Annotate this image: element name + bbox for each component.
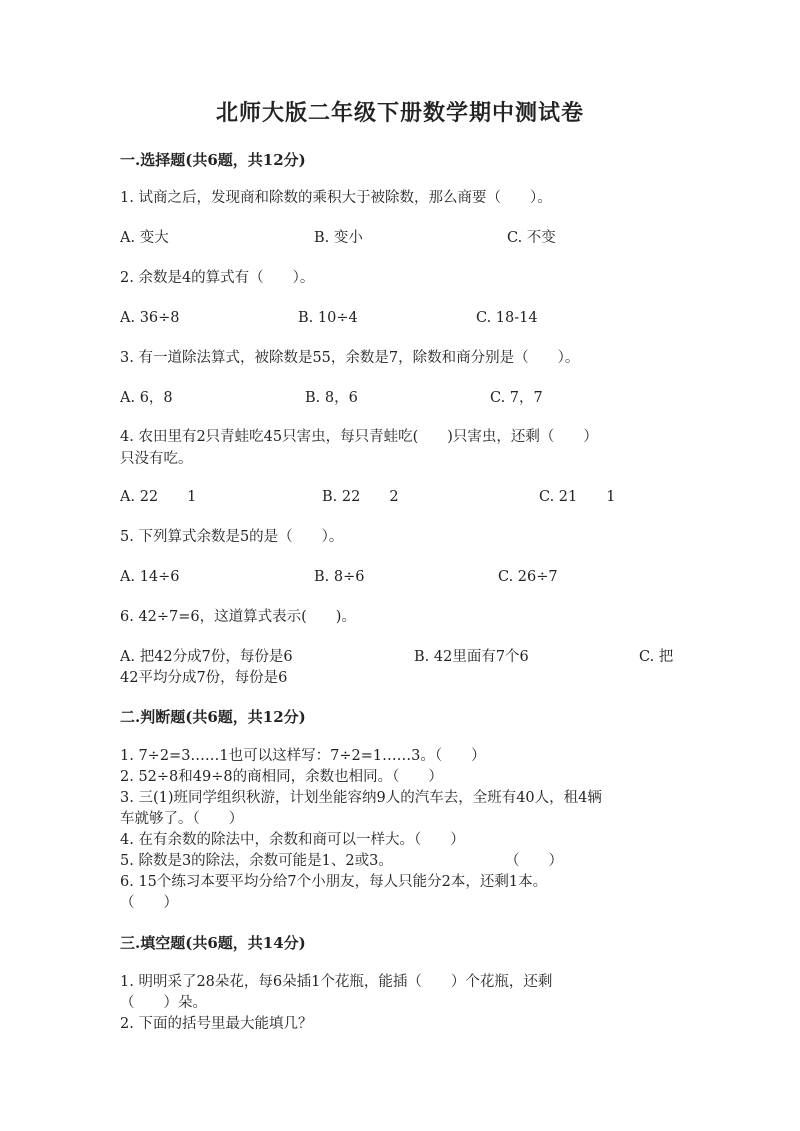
option-b: B. 8，6 (305, 390, 358, 406)
option-b: B. 42里面有7个6 (414, 649, 529, 665)
option-b: B. 变小 (314, 230, 363, 246)
page-title: 北师大版二年级下册数学期中测试卷 (215, 100, 584, 126)
option-c: C. 26÷7 (498, 569, 558, 585)
option-c: C. 18-14 (476, 310, 538, 326)
judgment-line: 3. 三(1)班同学组织秋游，计划坐能容纳9人的汽车去，全班有40人，租4辆 (120, 790, 602, 806)
option-c: C. 21 1 (539, 489, 616, 505)
option-a: A. 把42分成7份，每份是6 (120, 649, 293, 665)
judgment-line: 5. 除数是3的除法，余数可能是1、2或3。 (120, 853, 393, 869)
question-stem: 6. 42÷7=6，这道算式表示( )。 (120, 609, 356, 625)
judgment-line: 车就够了。（ ） (120, 811, 244, 827)
question-stem: 5. 下列算式余数是5的是（ ）。 (120, 529, 344, 545)
question-stem: 3. 有一道除法算式，被除数是55，余数是7，除数和商分别是（ ）。 (120, 350, 580, 366)
option-b: B. 8÷6 (314, 569, 365, 585)
option-a: A. 变大 (120, 230, 169, 246)
question-stem: 2. 余数是4的算式有（ ）。 (120, 270, 315, 286)
option-b: B. 22 2 (322, 489, 399, 505)
answer-blank: （ ） (505, 853, 563, 869)
question-stem: 1. 试商之后，发现商和除数的乘积大于被除数，那么商要（ ）。 (120, 190, 552, 206)
question-stem-continuation: 只没有吃。 (120, 451, 193, 467)
option-a: A. 14÷6 (120, 569, 180, 585)
option-continuation: 42平均分成7份，每份是6 (120, 670, 288, 686)
fill-line: 1. 明明采了28朵花，每6朵插1个花瓶，能插（ ）个花瓶，还剩 (120, 974, 553, 990)
fill-line: （ ）朵。 (120, 995, 207, 1011)
judgment-line: 2. 52÷8和49÷8的商相同，余数也相同。（ ） (120, 769, 443, 785)
option-b: B. 10÷4 (298, 310, 358, 326)
answer-blank: （ ） (120, 895, 178, 911)
option-c: C. 把 (639, 649, 674, 665)
option-c: C. 不变 (507, 230, 556, 246)
section-heading: 二.判断题(共6题，共12分) (120, 708, 306, 726)
judgment-line: 1. 7÷2=3……1也可以这样写：7÷2=1……3。（ ） (120, 748, 486, 764)
option-a: A. 22 1 (120, 489, 197, 505)
fill-line: 2. 下面的括号里最大能填几？ (120, 1016, 313, 1032)
option-a: A. 6，8 (120, 390, 173, 406)
section-heading: 三.填空题(共6题，共14分) (120, 934, 306, 952)
question-stem: 4. 农田里有2只青蛙吃45只害虫，每只青蛙吃( )只害虫，还剩（ ） (120, 429, 598, 445)
section-heading: 一.选择题(共6题，共12分) (120, 151, 306, 169)
option-c: C. 7，7 (490, 390, 543, 406)
option-a: A. 36÷8 (120, 310, 180, 326)
judgment-line: 4. 在有余数的除法中，余数和商可以一样大。（ ） (120, 832, 465, 848)
judgment-line: 6. 15个练习本要平均分给7个小朋友，每人只能分2本，还剩1本。 (120, 874, 548, 890)
